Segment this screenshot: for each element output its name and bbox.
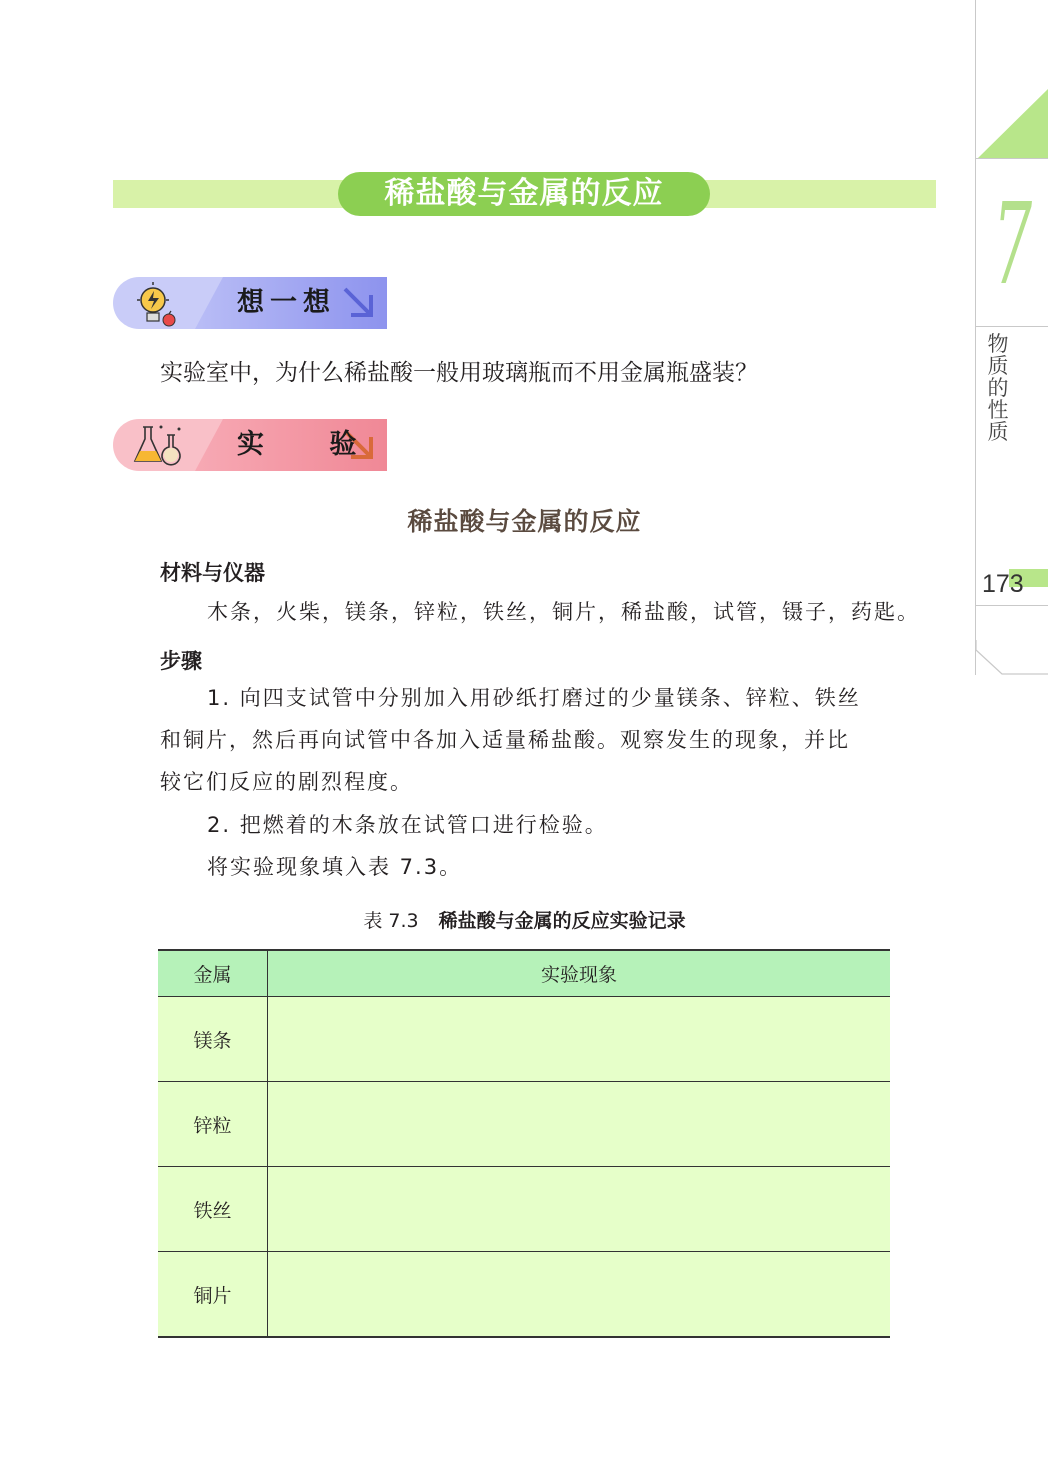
think-question: 实验室中，为什么稀盐酸一般用玻璃瓶而不用金属瓶盛装？ (160, 360, 758, 386)
table-row (158, 997, 890, 1082)
think-label (113, 277, 387, 329)
tab-divider (976, 158, 1048, 159)
record-table (158, 949, 890, 1338)
flask-icon (131, 421, 187, 469)
metal-cell: 镁条 (158, 997, 268, 1082)
step-1-line-3: 较它们反应的剧烈程度。 (160, 770, 413, 794)
record-note: 将实验现象填入表 7.3。 (207, 855, 463, 879)
chapter-title: 物质的性质 (987, 332, 1009, 444)
metal-cell: 锌粒 (158, 1082, 268, 1167)
chapter-side-tab (975, 0, 1048, 675)
header-observation: 实验现象 (268, 950, 891, 997)
materials-heading: 材料与仪器 (160, 561, 265, 585)
table-row (158, 1167, 890, 1252)
tab-divider (976, 605, 1048, 606)
experiment-label (113, 419, 387, 471)
observation-cell[interactable] (268, 1082, 891, 1167)
steps-heading: 步骤 (160, 649, 202, 673)
observation-cell[interactable] (268, 1252, 891, 1338)
tab-divider (976, 326, 1048, 327)
corner-triangle-decoration (978, 88, 1048, 158)
section-title: 稀盐酸与金属的反应 (338, 172, 710, 216)
table-caption-title: 稀盐酸与金属的反应实验记录 (438, 910, 686, 932)
tab-corner-decoration (976, 640, 1048, 676)
experiment-label-text: 实 验 (237, 429, 385, 460)
chapter-number: 7 (992, 180, 1033, 310)
lightbulb-apple-icon (133, 280, 183, 328)
table-row (158, 1082, 890, 1167)
metal-cell: 铁丝 (158, 1167, 268, 1252)
materials-text: 木条，火柴，镁条，锌粒，铁丝，铜片，稀盐酸，试管，镊子，药匙。 (207, 600, 920, 624)
metal-cell: 铜片 (158, 1252, 268, 1338)
step-1-line-2: 和铜片，然后再向试管中各加入适量稀盐酸。观察发生的现象，并比 (160, 728, 850, 752)
observation-cell[interactable] (268, 997, 891, 1082)
table-row (158, 1252, 890, 1338)
step-2: 2. 把燃着的木条放在试管口进行检验。 (207, 813, 608, 837)
experiment-title: 稀盐酸与金属的反应 (407, 507, 642, 536)
table-caption-number: 表 7.3 (363, 910, 419, 932)
observation-cell[interactable] (268, 1167, 891, 1252)
think-label-text: 想一想 (237, 287, 336, 318)
step-1-line-1: 1. 向四支试管中分别加入用砂纸打磨过的少量镁条、锌粒、铁丝 (207, 686, 861, 710)
header-metal: 金属 (158, 950, 268, 997)
table-header-row (158, 950, 890, 997)
table-caption (113, 906, 936, 933)
page-number: 173 (982, 570, 1024, 598)
